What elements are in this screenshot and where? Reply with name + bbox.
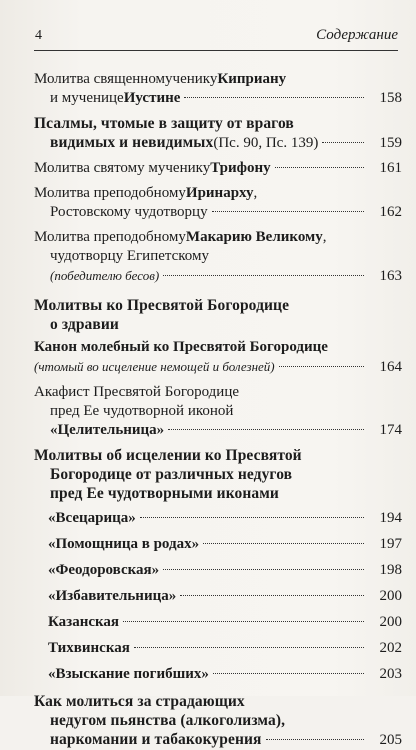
entry-name: «Помощница в родах» (48, 536, 200, 552)
dot-leader (140, 517, 364, 518)
toc-entry-psalms[interactable] (34, 114, 402, 153)
dot-leader (203, 543, 364, 544)
dot-leader (275, 167, 364, 168)
icon-list (34, 509, 402, 684)
toc-entry-trifon[interactable] (34, 159, 402, 178)
entry-text: Ростовскому чудотворцу (50, 204, 208, 220)
entry-name: «Всецарица» (48, 510, 136, 526)
section-heading-text: Молитвы ко Пресвятой Богородице (34, 297, 290, 314)
page-ref: 161 (379, 160, 402, 176)
toc-entry-kanon[interactable] (34, 338, 402, 377)
entry-name: Тихвинская (48, 640, 130, 656)
entry-name: Макарию Великому (185, 229, 323, 245)
entry-text: и мученице (50, 90, 124, 106)
toc-entry-icon[interactable] (34, 665, 402, 684)
entry-text: , (253, 185, 258, 201)
page-ref: 202 (379, 640, 402, 656)
header-rule (34, 50, 398, 51)
entry-heading: видимых и невидимых (50, 134, 214, 151)
entry-note: (победителю бесов) (50, 268, 160, 283)
entry-name: Иустине (123, 90, 181, 106)
entry-heading: Псалмы, чтомые в защиту от врагов (34, 115, 294, 132)
entry-text: пред Ее чудотворной иконой (50, 403, 234, 419)
page-ref: 200 (379, 588, 402, 604)
page-ref: 159 (379, 135, 402, 151)
page-ref: 194 (379, 510, 402, 526)
entry-name: «Целительница» (50, 422, 165, 438)
toc-entry-icon[interactable] (34, 639, 402, 658)
entry-text: Молитва святому мученику (34, 160, 211, 176)
toc-entry-irinarh[interactable] (34, 184, 402, 222)
page-ref: 162 (379, 204, 402, 220)
entry-name: Канон молебный ко Пресвятой Богородице (34, 339, 328, 355)
page-ref: 200 (379, 614, 402, 630)
dot-leader (123, 621, 364, 622)
toc-section-heading (34, 446, 402, 503)
dot-leader (213, 673, 364, 674)
toc-entry-makariy[interactable] (34, 228, 402, 286)
entry-name: Иринарху (185, 185, 254, 201)
toc-entry-kiprian[interactable] (34, 70, 402, 108)
entry-text: чудотворцу Египетскому (50, 248, 210, 264)
section-heading-text: пред Ее чудотворными иконами (50, 485, 279, 502)
dot-leader (266, 739, 365, 740)
entry-name: Трифону (210, 160, 271, 176)
toc-entry-pyanstvo[interactable] (34, 692, 402, 750)
page-ref: 158 (379, 90, 402, 106)
entry-note: (чтомый во исцеление немощей и болезней) (34, 359, 275, 374)
dot-leader (168, 429, 364, 430)
toc-entry-icon[interactable] (34, 535, 402, 554)
dot-leader (163, 569, 364, 570)
dot-leader (163, 275, 364, 276)
dot-leader (212, 211, 364, 212)
entry-text: (Пс. 90, Пс. 139) (213, 135, 319, 151)
entry-text: Молитва священномученику (34, 71, 218, 87)
toc-entry-icon[interactable] (34, 613, 402, 632)
dot-leader (279, 366, 364, 367)
entry-text: Молитва преподобному (34, 229, 186, 245)
section-heading-text: Молитвы об исцелении ко Пресвятой (34, 447, 302, 464)
entry-name: «Феодоровская» (48, 562, 160, 578)
entry-text: , (322, 229, 327, 245)
page-ref: 203 (379, 666, 402, 682)
table-of-contents (34, 70, 402, 750)
entry-heading: Как молиться за страдающих (34, 693, 245, 710)
page-ref: 198 (379, 562, 402, 578)
entry-name: «Взыскание погибших» (48, 666, 209, 682)
toc-entry-icon[interactable] (34, 509, 402, 528)
running-header-title: Содержание (316, 27, 398, 43)
entry-name: «Избавительница» (48, 588, 177, 604)
dot-leader (180, 595, 364, 596)
entry-text: Молитва преподобному (34, 185, 186, 201)
entry-name: Казанская (48, 614, 120, 630)
entry-heading: недугом пьянства (алкоголизма), (50, 712, 286, 729)
page-ref: 174 (379, 422, 402, 438)
entry-heading: наркомании и табакокурения (50, 731, 262, 748)
entry-name: Киприану (217, 71, 287, 87)
page-ref: 197 (379, 536, 402, 552)
toc-entry-akafist[interactable] (34, 383, 402, 440)
dot-leader (322, 142, 364, 143)
page-ref: 163 (379, 268, 402, 284)
page-number: 4 (35, 28, 42, 43)
entry-text: Акафист Пресвятой Богородице (34, 384, 240, 400)
section-heading-text: о здравии (50, 316, 119, 333)
toc-entry-icon[interactable] (34, 561, 402, 580)
toc-section-heading (34, 296, 402, 334)
page-ref: 205 (379, 732, 402, 748)
section-heading-text: Богородице от различных недугов (50, 466, 293, 483)
dot-leader (134, 647, 364, 648)
toc-entry-icon[interactable] (34, 587, 402, 606)
dot-leader (184, 97, 364, 98)
page-ref: 164 (379, 359, 402, 375)
